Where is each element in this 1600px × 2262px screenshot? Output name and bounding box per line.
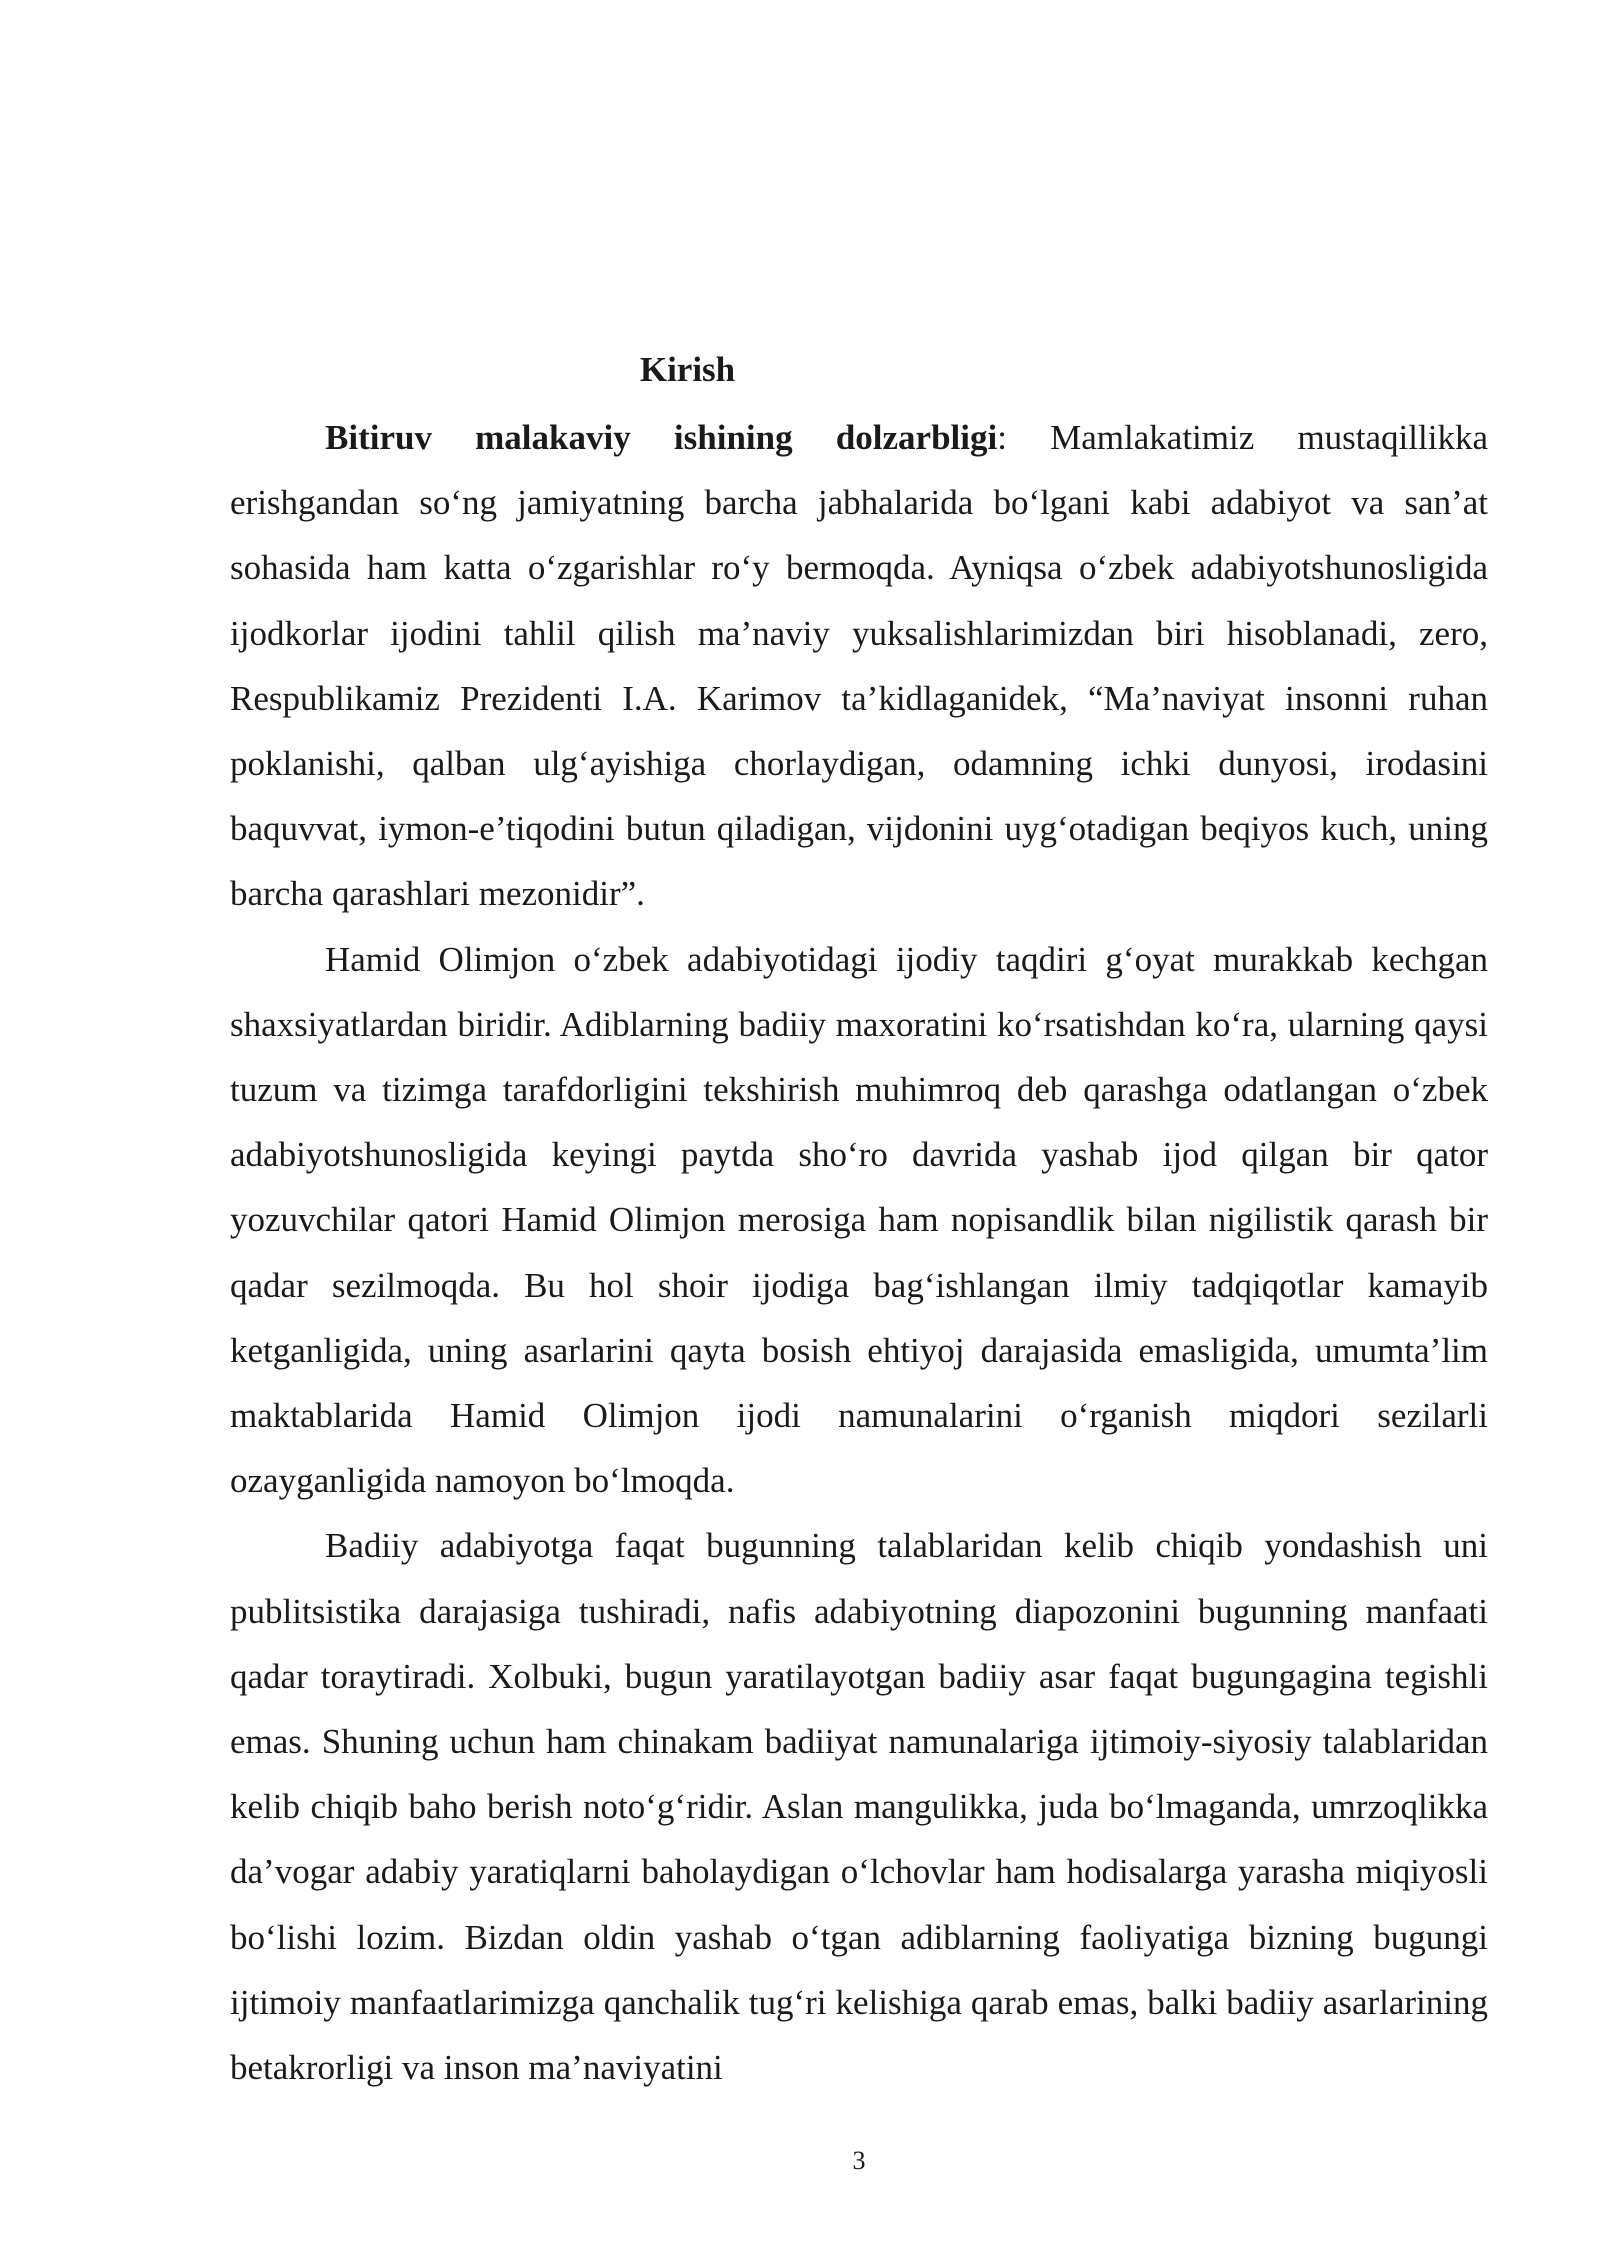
paragraph-relevance: [230, 405, 1488, 927]
body-text: [230, 405, 1488, 2100]
paragraph-badiiy-adabiyot: Badiiy adabiyotga faqat bugunning talablaridan kelib chiqib yondashish uni publitsistika darajasiga tushiradi, nafis adabiyotning diapozonini bugunning manfaati qadar toraytiradi. Xolbuki, bugun yaratilayotgan badiiy asar faqat bugungagina tegishli emas. Shuning uchun ham chinakam badiiyat namunalariga ijtimoiy-siyosiy talablaridan kelib chiqib baho berish noto‘g‘ridir. Aslan mangulikka, juda bo‘lmaganda, umrzoqlikka da’vogar adabiy yaratiqlarni baholaydigan o‘lchovlar ham hodisalarga yarasha miqiyosli bo‘lishi lozim. Bizdan oldin yashab o‘tgan adiblarning faoliyatiga bizning bugungi ijtimoiy manfaatlarimizga qanchalik tug‘ri kelishiga qarab emas, balki badiiy asarlarining betakrorligi va inson ma’naviyatini: [230, 1526, 1488, 2088]
paragraph-text: : Mamlakatimiz mustaqillikka erishgandan so‘ng jamiyatning barcha jabhalarida bo‘lgani kabi adabiyot va san’at sohasida ham katta o‘zgarishlar ro‘y bermoqda. Ayniqsa o‘zbek adabiyotshunosligida ijodkorlar ijodini tahlil qilish ma’naviy yuksalishlarimizdan biri hisoblanadi, zero, Respublikamiz Prezidenti I.A. Karimov ta’kidlaganidek, “Ma’naviyat insonni ruhan poklanishi, qalban ulg‘ayishiga chorlaydigan, odamning ichki dunyosi, irodasini baquvvat, iymon-e’tiqodini butun qiladigan, vijdonini uyg‘otadigan beqiyos kuch, uning barcha qarashlari mezonidir”.: [230, 418, 1488, 914]
page-number: 3: [852, 2146, 866, 2175]
paragraph-hamid-olimjon: Hamid Olimjon o‘zbek adabiyotidagi ijodiy taqdiri g‘oyat murakkab kechgan shaxsiyatlardan biridir. Adiblarning badiiy maxoratini ko‘rsatishdan ko‘ra, ularning qaysi tuzum va tizimga tarafdorligini tekshirish muhimroq deb qarashga odatlangan o‘zbek adabiyotshunosligida keyingi paytda sho‘ro davrida yashab ijod qilgan bir qator yozuvchilar qatori Hamid Olimjon merosiga ham nopisandlik bilan nigilistik qarash bir qadar sezilmoqda. Bu hol shoir ijodiga bag‘ishlangan ilmiy tadqiqotlar kamayib ketganligida, uning asarlarini qayta bosish ehtiyoj darajasida emasligida, umumta’lim maktablarida Hamid Olimjon ijodi namunalarini o‘rganish miqdori sezilarli ozayganligida namoyon bo‘lmoqda.: [230, 939, 1488, 1501]
section-heading: Kirish: [639, 350, 736, 389]
paragraph-lead-bold: Bitiruv malakaviy ishining dolzarbligi: [325, 418, 998, 457]
